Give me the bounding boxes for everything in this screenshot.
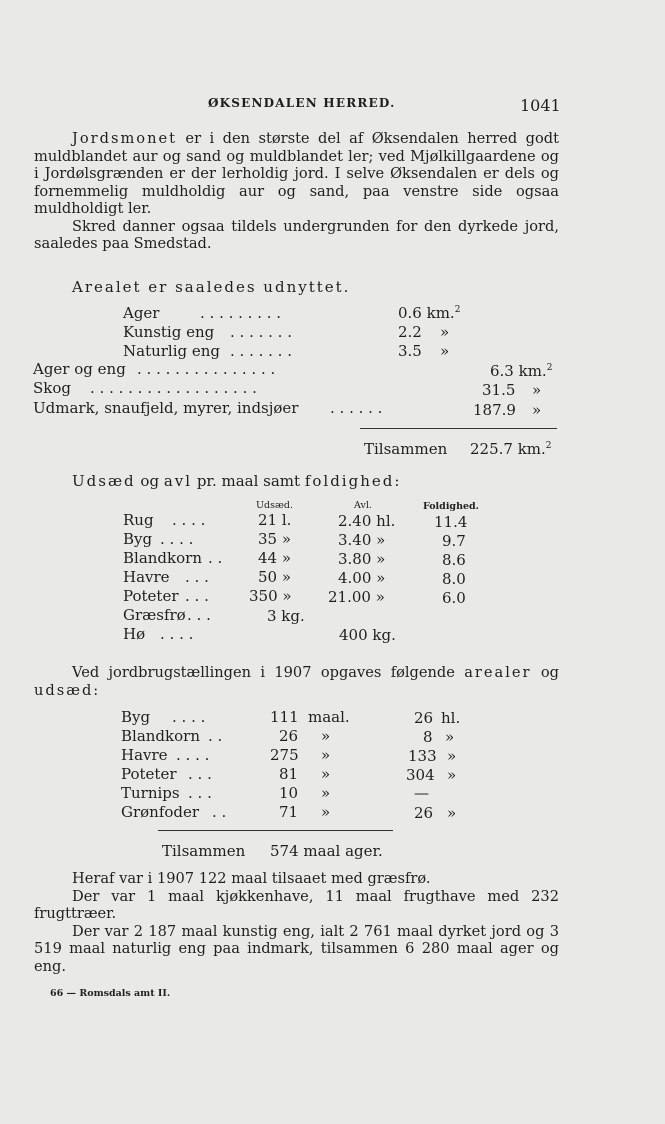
seed-unit: » xyxy=(445,728,455,746)
leader-dots: . . . . . . . xyxy=(230,342,292,360)
leader-dots: . . . . . . . . . . . . . . . xyxy=(137,360,276,378)
area-label: Udmark, snaufjeld, myrer, indsjøer xyxy=(33,399,299,417)
leader-dots: . . . . xyxy=(172,708,206,726)
area-unit: » xyxy=(321,803,331,821)
seed-value: 8 xyxy=(423,728,433,746)
area-label: Skog xyxy=(33,379,71,397)
intro-paragraph-1: Jordsmonet er i den største del af Øksendalen herred godt muldblandet aur og sand og muldblandet ler; ved Mjølkillgaardene og i Jordølsgrænden er der lerholdig jord. I selve Øksendalen er dels og fornemmelig muldholdig aur og sand, paa venstre side ogsaa muldholdigt ler. xyxy=(34,130,559,217)
ditto-mark: » xyxy=(440,342,450,360)
seed-value: 304 xyxy=(406,766,435,784)
leader-dots: . . . xyxy=(188,784,212,802)
fold-value: 6.0 xyxy=(442,589,466,607)
fold-value: 9.7 xyxy=(442,532,466,550)
seed-value: 26 xyxy=(414,804,434,822)
area-unit: » xyxy=(321,784,331,802)
area-total-label: Tilsammen xyxy=(364,440,448,458)
crop-name: Græsfrø xyxy=(123,606,186,624)
seed-value: 350 » xyxy=(249,587,292,605)
running-header: ØKSENDALEN HERRED. xyxy=(208,96,396,110)
closing-section xyxy=(34,870,559,975)
seed-unit: » xyxy=(447,747,457,765)
area-label: Ager xyxy=(123,304,160,322)
column-header-fold: Foldighed. xyxy=(423,501,479,512)
column-header-seed: Udsæd. xyxy=(256,500,293,511)
area-heading: Arealet er saaledes udnyttet. xyxy=(72,278,351,296)
leader-dots: . . . . xyxy=(160,530,194,548)
seed-value: 50 » xyxy=(258,568,292,586)
area-value: 10 xyxy=(279,784,299,802)
crop-name: Hø xyxy=(123,625,146,643)
seed-value: 44 » xyxy=(258,549,292,567)
crop-name: Rug xyxy=(123,511,154,529)
crop-name: Havre xyxy=(121,746,168,764)
seed-unit: hl. xyxy=(441,709,461,727)
seed-unit: » xyxy=(447,766,457,784)
seed-unit: » xyxy=(447,804,457,822)
total-rule xyxy=(158,830,393,831)
leader-dots: . . . . xyxy=(176,746,210,764)
ditto-mark: » xyxy=(440,323,450,341)
seed-value: — xyxy=(414,784,429,802)
seed-value: 3 kg. xyxy=(267,607,305,625)
area-value: 6.3 km.$^2$ xyxy=(490,362,553,380)
harvest-value: 2.40 hl. xyxy=(338,512,396,530)
census-total-label: Tilsammen xyxy=(162,842,246,860)
area-value: 81 xyxy=(279,765,299,783)
closing-paragraph-1: Heraf var i 1907 122 maal tilsaaet med græsfrø. xyxy=(72,870,431,887)
area-value: 71 xyxy=(279,803,299,821)
area-value: 31.5 xyxy=(482,381,516,399)
seed-value: 133 xyxy=(408,747,437,765)
area-value: 0.6 km.$^2$ xyxy=(398,304,461,322)
closing-paragraph-2: Der var 1 maal kjøkkenhave, 11 maal frugthave med 232 frugttræer. xyxy=(34,887,559,922)
area-value: 187.9 xyxy=(473,401,516,419)
intro-section xyxy=(34,130,559,253)
area-label: Naturlig eng xyxy=(123,342,221,360)
leader-dots: . . xyxy=(208,727,223,745)
ditto-mark: » xyxy=(532,401,542,419)
crop-name: Byg xyxy=(121,708,151,726)
crop-name: Poteter xyxy=(121,765,177,783)
area-unit: » xyxy=(321,765,331,783)
closing-paragraph-3: Der var 2 187 maal kunstig eng, ialt 2 761 maal dyrket jord og 3 519 maal naturlig eng paa indmark, tilsammen 6 280 maal ager og eng. xyxy=(34,922,559,975)
ditto-mark: » xyxy=(532,381,542,399)
area-label: Kunstig eng xyxy=(123,323,215,341)
crop-name: Blandkorn xyxy=(123,549,202,567)
leader-dots: . . . . . . . xyxy=(230,323,292,341)
fold-value: 11.4 xyxy=(434,513,468,531)
fold-value: 8.0 xyxy=(442,570,466,588)
harvest-value: 21.00 » xyxy=(328,588,385,606)
crop-name: Poteter xyxy=(123,587,179,605)
census-intro: Ved jordbrugstællingen i 1907 opgaves følgende arealer og udsæd: xyxy=(34,664,559,699)
area-value: 2.2 xyxy=(398,323,422,341)
yield-heading: Udsæd og avl pr. maal samt foldighed: xyxy=(72,472,402,490)
footer-signature: 66 — Romsdals amt II. xyxy=(50,988,171,999)
column-header-harvest: Avl. xyxy=(354,500,372,511)
harvest-value: 3.80 » xyxy=(338,550,386,568)
area-unit: » xyxy=(321,746,331,764)
area-value: 3.5 xyxy=(398,342,422,360)
leader-dots: . . . xyxy=(185,568,209,586)
area-value: 111 xyxy=(270,708,299,726)
crop-name: Turnips xyxy=(121,784,180,802)
fold-value: 8.6 xyxy=(442,551,466,569)
crop-name: Blandkorn xyxy=(121,727,200,745)
leader-dots: . . xyxy=(208,549,223,567)
harvest-value: 3.40 » xyxy=(338,531,386,549)
area-label: Ager og eng xyxy=(33,360,126,378)
page-number: 1041 xyxy=(520,96,561,115)
area-value: 26 xyxy=(279,727,299,745)
crop-name: Havre xyxy=(123,568,170,586)
leader-dots: . . . xyxy=(188,765,212,783)
leader-dots: . . . . . . . . . xyxy=(200,304,282,322)
area-total-value: 225.7 km.$^2$ xyxy=(470,440,552,458)
crop-name: Byg xyxy=(123,530,153,548)
leader-dots: . . . . xyxy=(160,625,194,643)
leader-dots: . . . . xyxy=(172,511,206,529)
census-total-value: 574 maal ager. xyxy=(270,842,383,860)
seed-value: 21 l. xyxy=(258,511,292,529)
leader-dots: . . . xyxy=(185,587,209,605)
crop-name: Grønfoder xyxy=(121,803,200,821)
harvest-value: 4.00 » xyxy=(338,569,386,587)
seed-value: 26 xyxy=(414,709,434,727)
harvest-value: 400 kg. xyxy=(339,626,396,644)
leader-dots: . . . xyxy=(187,606,211,624)
leader-dots: . . . . . . xyxy=(330,399,383,417)
area-value: 275 xyxy=(270,746,299,764)
intro-paragraph-2: Skred danner ogsaa tildels undergrunden for den dyrkede jord, saaledes paa Smedstad. xyxy=(34,217,559,252)
seed-value: 35 » xyxy=(258,530,292,548)
area-unit: maal. xyxy=(308,708,350,726)
area-unit: » xyxy=(321,727,331,745)
leader-dots: . . . . . . . . . . . . . . . . . . xyxy=(90,379,257,397)
total-rule xyxy=(360,428,557,429)
leader-dots: . . xyxy=(212,803,227,821)
